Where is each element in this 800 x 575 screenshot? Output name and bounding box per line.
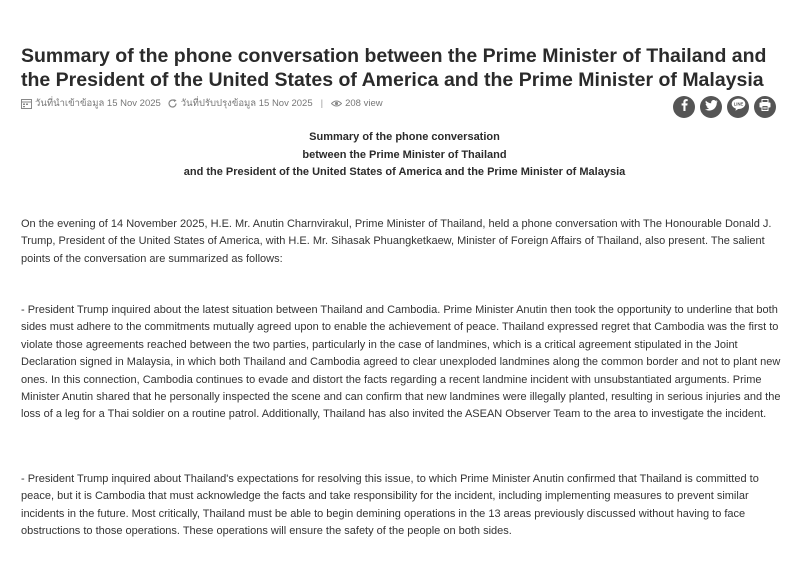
calendar-icon [21, 98, 32, 109]
print-button[interactable] [754, 96, 776, 118]
body-paragraph: - President Trump inquired about Thailand's expectations for resolving this issue, to which Prime Minister Anutin confirmed that Thailand is committed to peace, but it is Cambodia that must acknowledge the facts and take responsibility for the incident, including implementing measures to prevent similar incidents in the future. Most critically, Thailand must be able to begin demining operations in the 13 areas previously discussed without having to face obstructions to those operations. These operations will ensure the safety of the people on both sides. [21, 473, 759, 538]
twitter-share-button[interactable] [700, 96, 722, 118]
heading-line: Summary of the phone conversation [309, 131, 500, 143]
body-paragraph: On the evening of 14 November 2025, H.E. Mr. Anutin Charnvirakul, Prime Minister of Thailand, held a phone conversation with The Honourable Donald J. Trump, President of the United States of America, with H.E. Mr. Sihasak Phuangketkaew, Minister of Foreign Affairs of Thailand, also present. The salient points of the conversation are summarized as follows: [21, 218, 772, 265]
print-icon [759, 98, 771, 116]
import-date [21, 96, 161, 111]
article-meta [21, 96, 383, 111]
facebook-share-button[interactable] [673, 96, 695, 118]
document-heading [21, 129, 788, 182]
view-count-text: 208 view [345, 98, 383, 109]
twitter-icon [705, 98, 718, 116]
update-date-text: วันที่ปรับปรุงข้อมูล 15 Nov 2025 [180, 98, 313, 109]
eye-icon [331, 98, 342, 109]
update-date [167, 96, 313, 111]
line-share-button[interactable] [727, 96, 749, 118]
body-paragraph: - President Trump inquired about the latest situation between Thailand and Cambodia. Prime Minister Anutin then took the opportunity to underline that both sides must adhere to the commitments mutually agreed upon to enable the achievement of peace. Thailand expressed regret that Cambodia was the first to violate those agreements reached between the two parties, particularly in the case of landmines, which is a critical agreement stipulated in the Joint Declaration signed in Malaysia, in which both Thailand and Cambodia agreed to clear unexploded landmines along the common border and not to plant new ones. In this connection, Cambodia continues to evade and distort the facts regarding a recent landmine incident with unsubstantiated arguments. Prime Minister Anutin shared that he personally inspected the scene and can confirm that new landmines were illegally planted, resulting in serious injuries and the loss of a leg for a Thai soldier on a routine patrol. Additionally, Thailand has also invited the ASEAN Observer Team to the area to investigate the incident. [21, 304, 781, 421]
import-date-text: วันที่นำเข้าข้อมูล 15 Nov 2025 [35, 98, 161, 109]
meta-separator: | [320, 98, 324, 109]
heading-line: and the President of the United States of America and the Prime Minister of Malaysia [183, 166, 626, 178]
line-icon-label: LINE [733, 101, 743, 107]
facebook-icon [678, 98, 690, 116]
heading-line: between the Prime Minister of Thailand [302, 148, 507, 161]
line-icon [731, 98, 746, 116]
refresh-icon [167, 98, 178, 109]
share-bar [673, 96, 776, 118]
page-title: Summary of the phone conversation between the Prime Minister of Thailand and the President of the United States of America and the Prime Minister of Malaysia [21, 45, 767, 91]
view-count [331, 98, 383, 109]
